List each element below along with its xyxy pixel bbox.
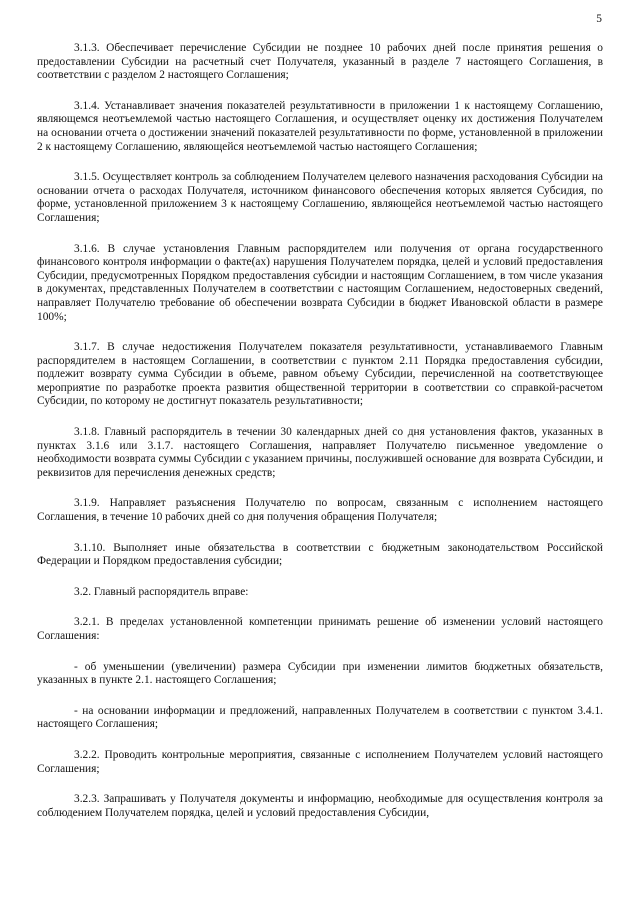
- paragraph-3-1-8: 3.1.8. Главный распорядитель в течении 30 календарных дней со дня установления фактов, указанных в пунктах 3.1.6 или 3.1.7. настоящего Соглашения, направляет Получателю письменное уведомление о необходимости возврата суммы Субсидии с указанием причины, послужившей основание для возврата Субсидии, и реквизитов для перечисления денежных средств;: [37, 426, 603, 479]
- paragraph-3-1-7: 3.1.7. В случае недостижения Получателем показателя результативности, устанавливаемого Главным распорядителем в настоящем Соглашении, в соответствии с пунктом 2.11 Порядка предоставления субсидии, подлежит возврату сумма Субсидии в объеме, равном объему Субсидии, перечисленной на соответствующее мероприятие по разработке проекта развития общественной территории в соответствии со справкой-расчетом Субсидии, по которому не достигнут показатель результативности;: [37, 341, 603, 408]
- page-number: 5: [596, 13, 602, 25]
- paragraph-3-1-5: 3.1.5. Осуществляет контроль за соблюдением Получателем целевого назначения расходования Субсидии на основании отчета о расходах Получателя, источником финансового обеспечения которых является Субсидия, по форме, установленной приложением 3 к настоящему Соглашению, являющейся неотъемлемой частью настоящего Соглашения;: [37, 171, 603, 224]
- paragraph-3-2-1-item-1: - об уменьшении (увеличении) размера Субсидии при изменении лимитов бюджетных обязательств, указанных в пункте 2.1. настоящего Соглашения;: [37, 660, 603, 687]
- paragraph-3-2: 3.2. Главный распорядитель вправе:: [74, 585, 249, 598]
- paragraph-3-1-3: 3.1.3. Обеспечивает перечисление Субсидии не позднее 10 рабочих дней после принятия решения о предоставлении Субсидии на расчетный счет Получателя, указанный в разделе 7 настоящего Соглашения, в соответствии с разделом 2 настоящего Соглашения;: [37, 42, 603, 82]
- paragraph-3-1-9: 3.1.9. Направляет разъяснения Получателю по вопросам, связанным с исполнением настоящего Соглашения, в течение 10 рабочих дней со дня получения обращения Получателя;: [37, 497, 603, 524]
- paragraph-3-2-3: 3.2.3. Запрашивать у Получателя документы и информацию, необходимые для осуществления контроля за соблюдением Получателем порядка, целей и условий предоставления Субсидии,: [37, 793, 603, 819]
- paragraph-3-2-1-item-2: - на основании информации и предложений, направленных Получателем в соответствии с пунктом 3.4.1. настоящего Соглашения;: [37, 704, 603, 731]
- paragraph-3-1-10: 3.1.10. Выполняет иные обязательства в соответствии с бюджетным законодательством Российской Федерации и Порядком предоставления субсидии;: [37, 541, 603, 568]
- paragraph-3-2-2: 3.2.2. Проводить контрольные мероприятия, связанные с исполнением Получателем условий настоящего Соглашения;: [37, 748, 603, 775]
- paragraph-3-1-6: 3.1.6. В случае установления Главным распорядителем или получения от органа государственного финансового контроля информации о факте(ах) нарушения Получателем порядка, целей и условий предоставления Субсидии, предусмотренных Порядком предоставления субсидии и настоящим Соглашением, в том числе указания в документах, представленных Получателем в соответствии с настоящим Соглашением, недостоверных сведений, направляет Получателю требование об обеспечении возврата Субсидии в бюджет Ивановской области в размере 100%;: [37, 242, 603, 323]
- paragraph-3-2-1: 3.2.1. В пределах установленной компетенции принимать решение об изменении условий настоящего Соглашения:: [37, 616, 603, 642]
- document-body: [37, 42, 603, 837]
- paragraph-3-1-4: 3.1.4. Устанавливает значения показателей результативности в приложении 1 к настоящему Соглашению, являющемся неотъемлемой частью настоящего Соглашения, и осуществляет оценку их достижения Получателем на основании отчета о достижении значений показателей результативности по форме, установленной в приложении 2 к настоящему Соглашению, являющейся неотъемлемой частью настоящего Соглашения;: [37, 99, 603, 153]
